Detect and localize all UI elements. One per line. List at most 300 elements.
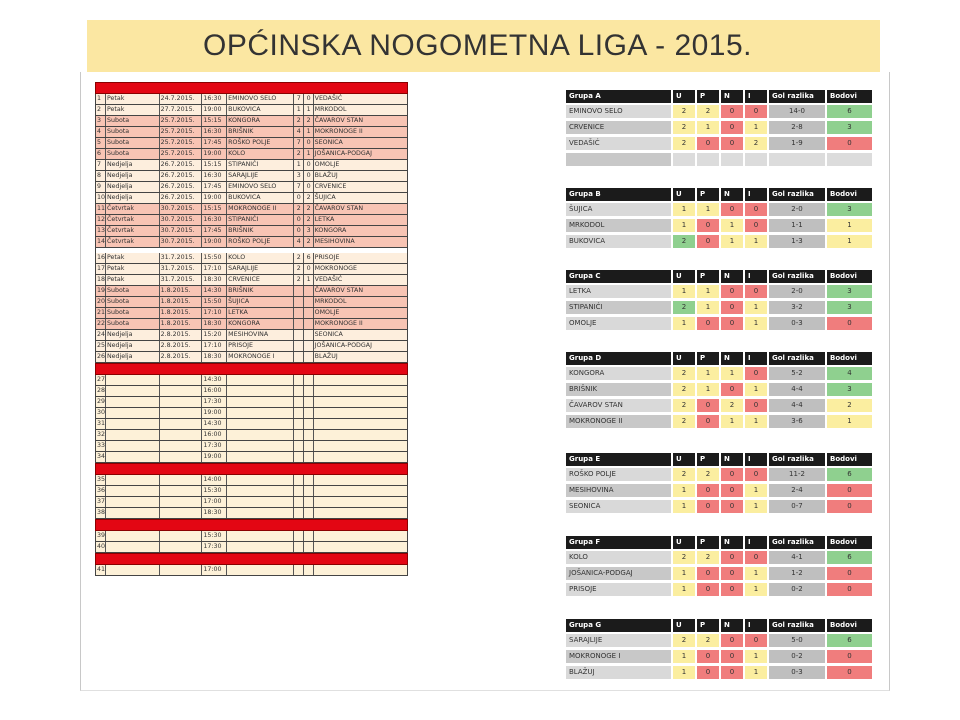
match-row (95, 264, 408, 275)
match-day (106, 486, 160, 496)
match-time: 14:30 (202, 286, 227, 296)
stat-u: 2 (673, 383, 695, 396)
standings-group (566, 453, 876, 516)
match-date (160, 452, 203, 462)
match-row (95, 94, 408, 105)
stat-n: 0 (721, 551, 743, 564)
match-ag (304, 531, 314, 541)
match-row (95, 297, 408, 308)
stat-p: 0 (697, 219, 719, 232)
stat-u: 1 (673, 567, 695, 580)
stat-i: 0 (745, 634, 767, 647)
match-row (95, 375, 408, 386)
team-row (566, 367, 876, 380)
match-hg (294, 397, 304, 407)
match-no: 17 (97, 265, 106, 272)
column-header: P (697, 270, 719, 283)
stat-gr: 4-4 (769, 383, 825, 396)
match-day (106, 565, 160, 575)
stat-i: 1 (745, 567, 767, 580)
match-away: ČAVAROV STAN (314, 117, 364, 124)
match-hg: 2 (294, 253, 304, 263)
column-header: P (697, 619, 719, 632)
schedule-round-header (95, 82, 408, 94)
column-header: I (745, 90, 767, 103)
team-row (566, 551, 876, 564)
match-time: 19:00 (202, 237, 227, 247)
stat-pts: 4 (827, 367, 872, 380)
match-hg (294, 297, 304, 307)
match-row (95, 138, 408, 149)
match-date: 31.7.2015. (160, 253, 203, 263)
team-row (566, 634, 876, 647)
match-hg (294, 542, 304, 552)
match-time: 15:50 (202, 253, 227, 263)
stat-i: 1 (745, 666, 767, 679)
match-away: MOKRONOGE (314, 265, 358, 272)
match-day (106, 531, 160, 541)
match-ag (304, 375, 314, 385)
column-header: U (673, 270, 695, 283)
column-header: I (745, 352, 767, 365)
match-hg (294, 486, 304, 496)
match-home: SARAJLIJE (227, 264, 294, 274)
match-hg (294, 452, 304, 462)
stat-n: 0 (721, 301, 743, 314)
stat-n: 0 (721, 666, 743, 679)
match-hg (294, 375, 304, 385)
match-date (160, 386, 203, 396)
match-home (227, 397, 294, 407)
stat-n: 0 (721, 567, 743, 580)
match-time: 15:30 (202, 531, 227, 541)
match-ag: 0 (304, 182, 314, 192)
match-day (106, 375, 160, 385)
stat-u: 1 (673, 285, 695, 298)
column-header: U (673, 619, 695, 632)
match-day (106, 508, 160, 518)
team-row (566, 301, 876, 314)
match-hg (294, 386, 304, 396)
match-home: STIPANIĆI (227, 215, 294, 225)
stat-u: 2 (673, 367, 695, 380)
match-ag (304, 430, 314, 440)
match-day: Subota (106, 149, 160, 159)
match-away (314, 565, 407, 575)
stat-i: 0 (745, 551, 767, 564)
team-name: MOKRONOGE I (566, 650, 671, 663)
match-away: JOŠANICA-PODGAJ (314, 342, 372, 349)
schedule-round-header (95, 463, 408, 475)
match-hg: 7 (294, 94, 304, 104)
match-time: 15:50 (202, 297, 227, 307)
match-ag (304, 397, 314, 407)
match-date (160, 531, 203, 541)
stat-gr: 0-3 (769, 317, 825, 330)
stat-gr: 2-0 (769, 285, 825, 298)
team-row (566, 105, 876, 118)
match-row (95, 452, 408, 463)
team-name: KOLO (566, 551, 671, 564)
match-date: 1.8.2015. (160, 319, 203, 329)
match-time: 15:15 (202, 204, 227, 214)
match-ag (304, 508, 314, 518)
match-day: Subota (106, 297, 160, 307)
match-home (227, 531, 294, 541)
group-header (566, 536, 876, 549)
team-name: LETKA (566, 285, 671, 298)
match-no: 32 (97, 431, 106, 438)
match-row (95, 116, 408, 127)
column-header: I (745, 453, 767, 466)
stat-n: 0 (721, 634, 743, 647)
schedule-section (95, 463, 408, 519)
stat-p: 0 (697, 235, 719, 248)
team-name: VEDAŠIĆ (566, 137, 671, 150)
column-header: N (721, 352, 743, 365)
match-date: 30.7.2015. (160, 204, 203, 214)
group-header (566, 90, 876, 103)
match-ag (304, 452, 314, 462)
match-date: 25.7.2015. (160, 149, 203, 159)
stat-gr: 11-2 (769, 468, 825, 481)
stat-u: 2 (673, 634, 695, 647)
match-hg (294, 330, 304, 340)
match-home (227, 441, 294, 451)
stat-n: 1 (721, 415, 743, 428)
match-date (160, 508, 203, 518)
match-hg (294, 441, 304, 451)
match-away (314, 475, 407, 485)
stat-i: 0 (745, 399, 767, 412)
match-row (95, 419, 408, 430)
match-away: SEONICA (314, 331, 343, 338)
match-away: MRKODOL (314, 106, 347, 113)
stat-i: 0 (745, 285, 767, 298)
match-home: ROŠKO POLJE (227, 237, 294, 247)
match-no: 27 (97, 376, 106, 383)
group-name: Grupa F (566, 536, 671, 549)
match-row (95, 286, 408, 297)
stat-gr: 0-2 (769, 650, 825, 663)
match-day: Subota (106, 286, 160, 296)
match-no: 28 (97, 387, 106, 394)
stat-p: 0 (697, 415, 719, 428)
stat-pts (827, 153, 872, 166)
match-day (106, 397, 160, 407)
stat-gr: 5-2 (769, 367, 825, 380)
stat-i: 2 (745, 137, 767, 150)
group-header (566, 619, 876, 632)
match-date (160, 375, 203, 385)
stat-gr: 0-2 (769, 583, 825, 596)
column-header: Bodovi (827, 188, 872, 201)
match-away (314, 486, 407, 496)
match-time: 19:00 (202, 149, 227, 159)
column-header: I (745, 536, 767, 549)
match-no: 25 (97, 342, 106, 349)
stat-u: 1 (673, 484, 695, 497)
match-time: 17:45 (202, 226, 227, 236)
match-day: Četvrtak (106, 237, 160, 247)
match-date: 2.8.2015. (160, 352, 203, 362)
match-home: EMINOVO SELO (227, 182, 294, 192)
match-row (95, 160, 408, 171)
match-home: SARAJLIJE (227, 171, 294, 181)
stat-u: 1 (673, 219, 695, 232)
match-home: KONGORA (227, 116, 294, 126)
match-home: KOLO (227, 149, 294, 159)
match-ag (304, 475, 314, 485)
stat-gr: 4-4 (769, 399, 825, 412)
stat-u (673, 153, 695, 166)
group-name: Grupa D (566, 352, 671, 365)
column-header: Bodovi (827, 619, 872, 632)
match-row (95, 226, 408, 237)
match-hg (294, 531, 304, 541)
team-row (566, 153, 876, 166)
column-header: N (721, 188, 743, 201)
match-time: 19:00 (202, 452, 227, 462)
team-row (566, 203, 876, 216)
group-name: Grupa B (566, 188, 671, 201)
match-time: 15:30 (202, 486, 227, 496)
stat-p: 1 (697, 301, 719, 314)
stat-i: 1 (745, 121, 767, 134)
match-date (160, 565, 203, 575)
match-no: 8 (96, 171, 106, 181)
column-header: Gol razlika (769, 619, 825, 632)
stat-gr (769, 153, 825, 166)
stat-u: 1 (673, 317, 695, 330)
match-no: 38 (97, 509, 106, 516)
match-time: 16:00 (202, 430, 227, 440)
match-date: 30.7.2015. (160, 237, 203, 247)
column-header: Gol razlika (769, 536, 825, 549)
team-row (566, 219, 876, 232)
standings-group (566, 90, 876, 169)
standings-group (566, 619, 876, 682)
match-away (314, 430, 407, 440)
team-name: SARAJLIJE (566, 634, 671, 647)
team-name: OMOLJE (566, 317, 671, 330)
match-day (106, 419, 160, 429)
match-date: 2.8.2015. (160, 330, 203, 340)
team-row (566, 567, 876, 580)
match-hg (294, 286, 304, 296)
team-name: JOŠANICA-PODGAJ (566, 567, 671, 580)
team-name: BUKOVICA (566, 235, 671, 248)
team-name (566, 153, 671, 166)
match-ag: 1 (304, 149, 314, 159)
match-home: ŠUJICA (227, 297, 294, 307)
match-ag (304, 341, 314, 351)
match-ag (304, 486, 314, 496)
match-away: CRVENICE (314, 183, 347, 190)
stat-pts: 0 (827, 666, 872, 679)
match-day (106, 386, 160, 396)
match-ag: 3 (304, 226, 314, 236)
stat-i: 0 (745, 105, 767, 118)
match-row (95, 182, 408, 193)
match-row (95, 127, 408, 138)
match-hg (294, 475, 304, 485)
match-day (106, 430, 160, 440)
stat-p (697, 153, 719, 166)
stat-n: 0 (721, 121, 743, 134)
team-name: ŠUJICA (566, 203, 671, 216)
column-header: P (697, 188, 719, 201)
stat-u: 2 (673, 468, 695, 481)
stat-pts: 3 (827, 121, 872, 134)
stat-i: 1 (745, 484, 767, 497)
match-day (106, 408, 160, 418)
match-day: Nedjelja (106, 193, 160, 203)
match-away: JOŠANICA-PODGAJ (314, 150, 372, 157)
stat-n: 0 (721, 137, 743, 150)
stat-i: 1 (745, 317, 767, 330)
team-row (566, 484, 876, 497)
match-away (314, 397, 407, 407)
stat-n: 0 (721, 650, 743, 663)
stat-n: 1 (721, 235, 743, 248)
match-no: 21 (97, 309, 106, 316)
match-row (95, 215, 408, 226)
match-home: BUKOVICA (227, 193, 294, 203)
match-time: 17:00 (202, 497, 227, 507)
stat-gr: 14-0 (769, 105, 825, 118)
match-row (95, 542, 408, 553)
match-away (314, 508, 407, 518)
stat-i: 0 (745, 203, 767, 216)
stat-p: 0 (697, 317, 719, 330)
match-row (95, 441, 408, 452)
match-home (227, 475, 294, 485)
match-home: EMINOVO SELO (227, 94, 294, 104)
match-time: 19:00 (202, 105, 227, 115)
match-row (95, 330, 408, 341)
match-day: Nedjelja (106, 341, 160, 351)
match-away: ŠUJICA (314, 194, 336, 201)
match-day: Nedjelja (106, 352, 160, 362)
match-no: 10 (97, 194, 106, 201)
match-ag (304, 419, 314, 429)
stat-gr: 0-3 (769, 666, 825, 679)
match-row (95, 105, 408, 116)
stat-p: 1 (697, 383, 719, 396)
match-date: 25.7.2015. (160, 116, 203, 126)
match-ag (304, 308, 314, 318)
match-time: 18:30 (202, 508, 227, 518)
schedule-section (95, 82, 408, 248)
stat-p: 2 (697, 468, 719, 481)
match-no: 24 (97, 331, 106, 338)
column-header: Bodovi (827, 270, 872, 283)
match-hg: 7 (294, 182, 304, 192)
match-date: 27.7.2015. (160, 105, 203, 115)
match-away: ČAVAROV STAN (314, 205, 364, 212)
schedule-round-header (95, 363, 408, 375)
stat-gr: 1-1 (769, 219, 825, 232)
match-row (95, 341, 408, 352)
match-away: BLAŽUJ (314, 172, 338, 179)
team-row (566, 415, 876, 428)
match-home: BRIŠNIK (227, 127, 294, 137)
group-header (566, 188, 876, 201)
column-header: N (721, 536, 743, 549)
match-home: CRVENICE (227, 275, 294, 285)
column-header: P (697, 352, 719, 365)
match-ag (304, 408, 314, 418)
column-header: Gol razlika (769, 270, 825, 283)
match-row (95, 475, 408, 486)
stat-u: 1 (673, 666, 695, 679)
match-home: MESIHOVINA (227, 330, 294, 340)
column-header: N (721, 453, 743, 466)
column-header: N (721, 619, 743, 632)
stat-pts: 3 (827, 285, 872, 298)
stat-pts: 0 (827, 583, 872, 596)
match-hg (294, 319, 304, 329)
match-no: 40 (97, 543, 106, 550)
match-hg: 1 (294, 160, 304, 170)
match-day (106, 452, 160, 462)
stat-u: 2 (673, 301, 695, 314)
stat-gr: 5-0 (769, 634, 825, 647)
match-home (227, 497, 294, 507)
team-row (566, 285, 876, 298)
match-ag: 6 (304, 253, 314, 263)
match-hg (294, 308, 304, 318)
match-time: 14:30 (202, 375, 227, 385)
stat-u: 2 (673, 105, 695, 118)
stat-i: 0 (745, 367, 767, 380)
match-date (160, 542, 203, 552)
match-no: 31 (97, 420, 106, 427)
column-header: I (745, 188, 767, 201)
stat-u: 1 (673, 650, 695, 663)
match-no: 6 (96, 149, 106, 159)
match-home (227, 542, 294, 552)
match-home: MOKRONOGE I (227, 352, 294, 362)
column-header: P (697, 90, 719, 103)
stat-pts: 6 (827, 468, 872, 481)
team-name: ČAVAROV STAN (566, 399, 671, 412)
column-header: N (721, 270, 743, 283)
stat-pts: 6 (827, 105, 872, 118)
match-no: 13 (97, 227, 106, 234)
match-ag (304, 352, 314, 362)
stat-pts: 0 (827, 137, 872, 150)
stat-i (745, 153, 767, 166)
match-row (95, 486, 408, 497)
stat-u: 1 (673, 500, 695, 513)
stat-n: 1 (721, 219, 743, 232)
match-ag: 2 (304, 116, 314, 126)
match-date (160, 486, 203, 496)
column-header: U (673, 90, 695, 103)
match-no: 29 (97, 398, 106, 405)
match-away (314, 419, 407, 429)
match-ag: 0 (304, 160, 314, 170)
match-home: ROŠKO POLJE (227, 138, 294, 148)
column-header: I (745, 270, 767, 283)
stat-i: 1 (745, 500, 767, 513)
match-date: 1.8.2015. (160, 297, 203, 307)
match-ag (304, 330, 314, 340)
stat-i: 1 (745, 235, 767, 248)
stat-p: 2 (697, 105, 719, 118)
